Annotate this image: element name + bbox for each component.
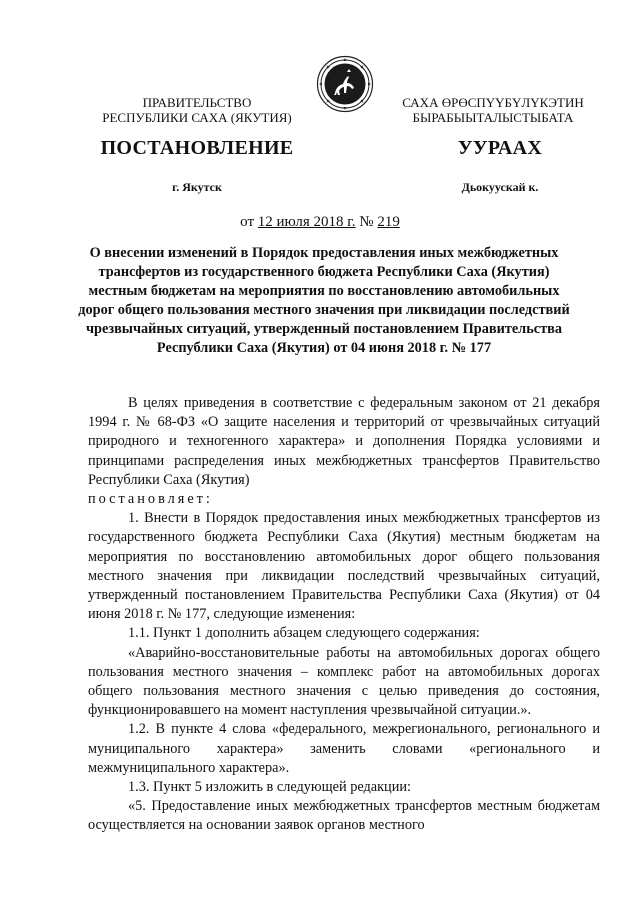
city-ru: г. Якутск: [172, 180, 222, 194]
doc-type-sakha: УУРААХ: [457, 137, 543, 159]
issuer-sakha-line1: САХА ӨРӨСПҮҮБҮЛҮКЭТИН: [402, 95, 584, 110]
city-sakha: Дьокуускай к.: [461, 180, 539, 194]
item-1-paragraph: 1. Внести в Порядок предоставления иных межбюджетных трансфертов из государственного бюджета Республики Саха (Якутия) местным бюджетам на мероприятия по восстановлению автомобильных дорог общего пользования местного значения при ликвидации последствий чрезвычайных ситуаций, утвержденный постановлением Правительства Республики Саха (Якутия) от 04 июня 2018 г. № 177, следующие изменения:: [88, 510, 600, 623]
issuer-ru: [92, 95, 302, 125]
issuer-ru-line1: ПРАВИТЕЛЬСТВО: [142, 95, 252, 110]
coat-of-arms-emblem: [316, 55, 374, 113]
issuer-sakha: [388, 95, 598, 125]
item-1-2-paragraph: 1.2. В пункте 4 слова «федерального, межрегионального, регионального и муниципального характера» заменить словами «регионального и межмуниципального характера».: [88, 721, 600, 776]
document-body: [88, 394, 600, 836]
quote-2-paragraph: «5. Предоставление иных межбюджетных трансфертов местным бюджетам осуществляется на основании заявок органов местного: [88, 798, 600, 834]
quote-1-paragraph: «Аварийно-восстановительные работы на автомобильных дорогах общего пользования местного значения – комплекс работ на автомобильных дорогах общего пользования местного значения с целью приведения до состояния, функционировавшего на момент наступления чрезвычайной ситуации.».: [88, 644, 600, 719]
number-label: №: [355, 214, 378, 230]
document-date: 12 июля 2018 г.: [257, 214, 356, 230]
document-title: О внесении изменений в Порядок предоставления иных межбюджетных трансфертов из государственного бюджета Республики Саха (Якутия) местным бюджетам на мероприятия по восстановлению автомобильных дорог общего пользования местного значения при ликвидации последствий чрезвычайных ситуаций, утвержденный постановлением Правительства Республики Саха (Якутия) от 04 июня 2018 г. № 177: [78, 245, 570, 356]
item-1-1-paragraph: 1.1. Пункт 1 дополнить абзацем следующего содержания:: [128, 625, 480, 642]
date-number-line: [0, 214, 640, 231]
date-prefix: от: [240, 214, 258, 230]
issuer-sakha-line2: БЫРАБЫЫТАЛЫСТЫБАТА: [412, 110, 574, 125]
preamble-paragraph: В целях приведения в соответствие с федеральным законом от 21 декабря 1994 г. № 68-ФЗ «О защите населения и территорий от чрезвычайных ситуаций природного и техногенного характера» и дополнения Порядка условиями и принципами распределения иных межбюджетных трансфертов Правительство Республики Саха (Якутия): [88, 395, 600, 488]
document-number: 219: [377, 214, 400, 230]
resolves-line: постановляет:: [88, 491, 213, 508]
item-1-3-paragraph: 1.3. Пункт 5 изложить в следующей редакции:: [128, 779, 411, 796]
doc-type-ru: ПОСТАНОВЛЕНИЕ: [100, 137, 294, 159]
issuer-ru-line2: РЕСПУБЛИКИ САХА (ЯКУТИЯ): [102, 110, 292, 125]
